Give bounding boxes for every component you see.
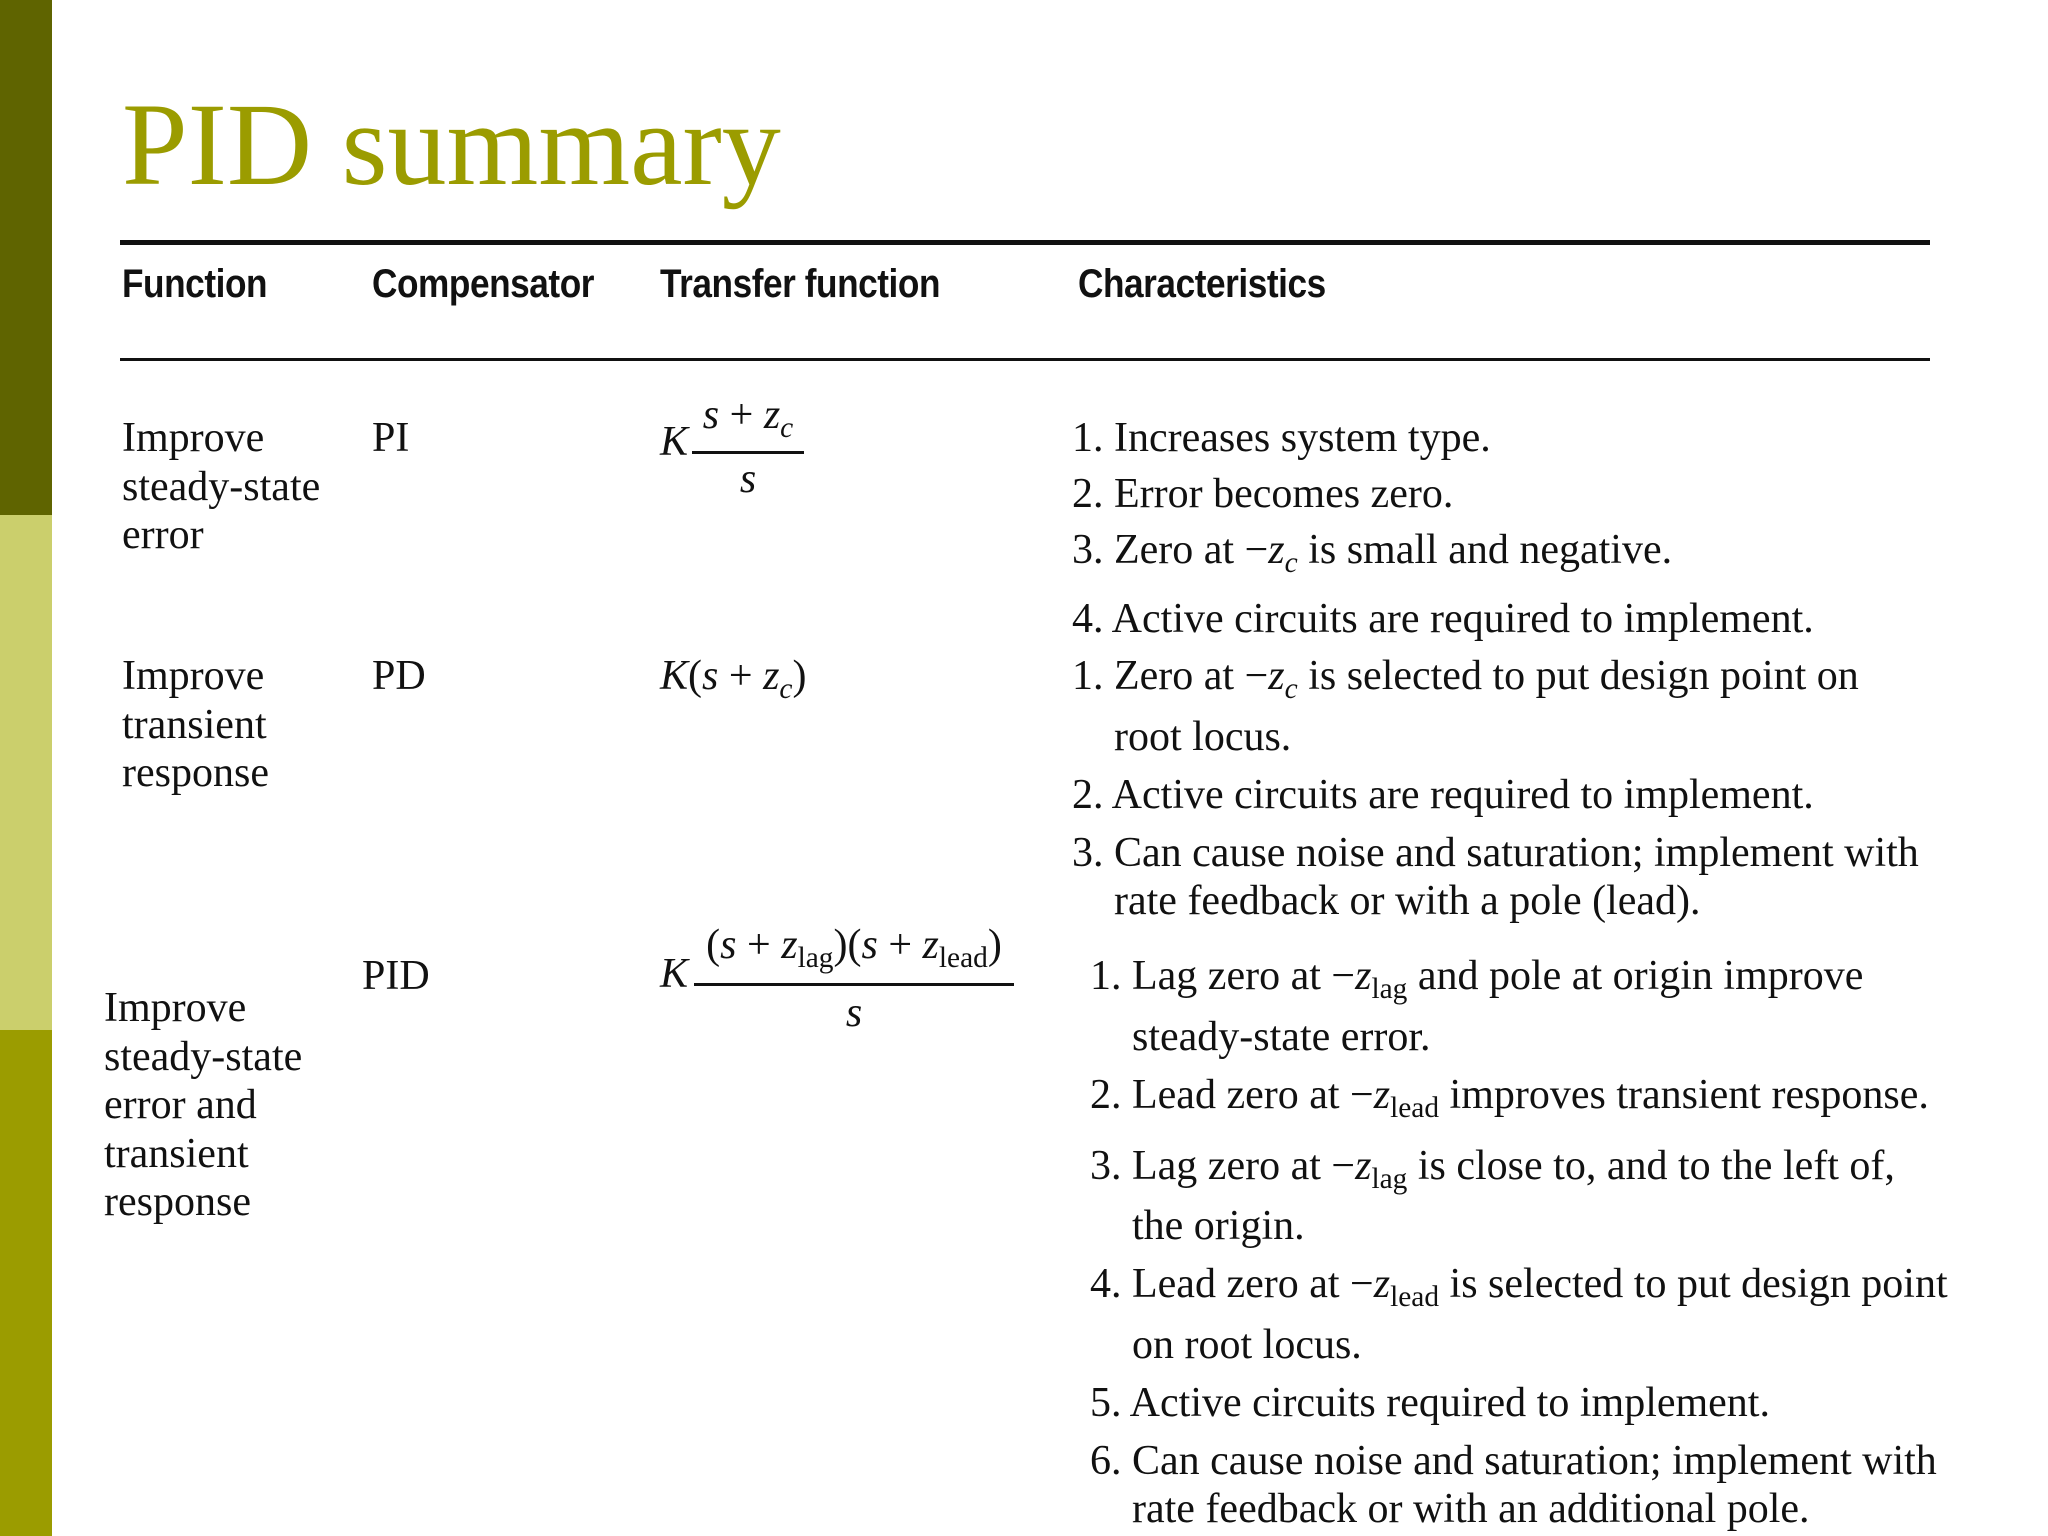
symbol-k: K (660, 419, 689, 465)
function-line: transient (122, 701, 267, 748)
symbol-z: z (1268, 527, 1285, 573)
table-header-rule (120, 358, 1930, 361)
symbol-k: K (660, 653, 689, 699)
subscript: lead (1390, 1281, 1440, 1314)
list-item-continued (1090, 1485, 1948, 1533)
row-pd-function (122, 652, 269, 798)
subscript: c (1284, 672, 1298, 705)
symbol-s: s (702, 653, 719, 699)
row-pid-characteristics (1090, 952, 1948, 1533)
function-line: error (122, 512, 204, 558)
subscript: lead (938, 941, 988, 974)
row-pi-compensator: PI (372, 415, 410, 461)
slide-title: PID summary (122, 79, 781, 210)
symbol-z: z (1373, 1261, 1391, 1308)
plus-sign: + (877, 922, 923, 968)
function-line: Improve (122, 653, 265, 699)
paren: ) (792, 653, 807, 699)
fraction (692, 392, 804, 504)
function-line: steady-state (122, 463, 321, 510)
list-item (1090, 1260, 1948, 1321)
list-item-continued (1072, 877, 1919, 925)
row-pi-function (122, 414, 320, 560)
item-text: rate feedback or with an additional pole. (1132, 1486, 1810, 1533)
list-item (1072, 771, 1919, 819)
header-characteristics: Characteristics (1078, 262, 1326, 306)
item-text: root locus. (1114, 713, 1292, 760)
subscript: lag (1371, 1162, 1408, 1195)
subscript: lag (1371, 972, 1408, 1005)
item-text: the origin. (1132, 1203, 1305, 1250)
symbol-s: s (739, 455, 757, 502)
list-item (1072, 470, 1814, 518)
item-text: 4. Lead zero at − (1090, 1261, 1374, 1308)
subscript: c (780, 411, 794, 444)
item-text: 2. Error becomes zero. (1072, 471, 1454, 517)
symbol-z: z (1355, 953, 1372, 999)
list-item (1072, 829, 1919, 877)
symbol-z: z (763, 653, 780, 699)
function-line: Improve (104, 985, 247, 1031)
symbol-s: s (720, 922, 737, 968)
subscript: c (779, 672, 793, 705)
subscript: lead (1390, 1091, 1440, 1124)
item-text: and pole at origin improve (1407, 953, 1864, 999)
subscript: lag (797, 941, 834, 974)
header-transfer-function: Transfer function (660, 262, 941, 306)
row-pi-transfer-function (660, 392, 810, 502)
item-text: improves transient response. (1439, 1071, 1929, 1118)
list-item (1072, 526, 1814, 587)
list-item-continued (1090, 1321, 1948, 1369)
paren: ( (706, 922, 721, 968)
item-text: 2. Active circuits are required to implement. (1072, 771, 1814, 818)
symbol-z: z (922, 922, 939, 968)
item-text: 2. Lead zero at − (1090, 1071, 1374, 1118)
plus-sign: + (718, 653, 764, 699)
list-item (1072, 595, 1814, 643)
item-text: steady-state error. (1132, 1013, 1431, 1060)
symbol-z: z (1355, 1142, 1372, 1189)
row-pid-transfer-function (660, 920, 1020, 1036)
paren: ( (688, 653, 703, 699)
list-item (1072, 414, 1814, 462)
item-text: is selected to put design point on (1297, 653, 1859, 699)
item-text: 1. Zero at − (1072, 653, 1269, 699)
list-item (1090, 1437, 1948, 1485)
row-pid-compensator: PID (362, 953, 430, 999)
side-bar-light (0, 515, 52, 1030)
item-text: is selected to put design point (1439, 1261, 1948, 1308)
item-text: 3. Lag zero at − (1090, 1142, 1356, 1189)
symbol-z: z (781, 922, 798, 968)
list-item (1090, 1379, 1948, 1427)
header-function: Function (122, 262, 268, 306)
list-item-continued (1090, 1013, 1948, 1061)
list-item (1090, 952, 1948, 1013)
side-bar-dark (0, 0, 52, 515)
symbol-z: z (1268, 653, 1285, 699)
function-line: error and (104, 1082, 257, 1128)
plus-sign: + (736, 922, 782, 968)
list-item (1072, 652, 1919, 713)
item-text: 5. Active circuits required to implement. (1090, 1380, 1770, 1427)
item-text: 1. Increases system type. (1072, 415, 1491, 461)
function-line: steady-state (104, 1033, 303, 1080)
symbol-s: s (702, 392, 720, 438)
header-compensator: Compensator (372, 262, 595, 306)
fraction (694, 920, 1014, 1040)
item-text: rate feedback or with a pole (lead). (1114, 877, 1701, 924)
symbol-k: K (660, 951, 689, 997)
function-line: response (122, 750, 269, 796)
symbol-s: s (861, 922, 878, 968)
symbol-s: s (845, 989, 863, 1036)
item-text: is close to, and to the left of, (1407, 1142, 1895, 1189)
table-top-rule (120, 240, 1930, 245)
row-pid-function (104, 984, 302, 1227)
subscript: c (1284, 546, 1298, 579)
function-line: Improve (122, 415, 265, 461)
function-line: response (104, 1179, 251, 1225)
function-line: transient (104, 1130, 249, 1177)
plus-sign: + (719, 392, 764, 438)
item-text: on root locus. (1132, 1322, 1362, 1369)
item-text: 6. Can cause noise and saturation; implement with (1090, 1438, 1937, 1485)
row-pd-characteristics (1072, 652, 1919, 925)
row-pd-transfer-function (660, 652, 806, 713)
item-text: 3. Zero at − (1072, 527, 1269, 573)
item-text: 3. Can cause noise and saturation; implement with (1072, 829, 1919, 876)
item-text: is small and negative. (1297, 527, 1673, 573)
symbol-z: z (1373, 1071, 1391, 1118)
paren: ( (847, 922, 862, 968)
list-item (1090, 1071, 1948, 1132)
paren: ) (833, 922, 848, 968)
list-item-continued (1090, 1202, 1948, 1250)
list-item-continued (1072, 713, 1919, 761)
row-pd-compensator: PD (372, 653, 426, 699)
row-pi-characteristics (1072, 414, 1814, 643)
list-item (1090, 1142, 1948, 1203)
item-text: 4. Active circuits are required to implement. (1072, 595, 1814, 642)
symbol-z: z (763, 392, 781, 438)
side-bar-mid (0, 1030, 52, 1536)
paren: ) (987, 922, 1002, 968)
item-text: 1. Lag zero at − (1090, 953, 1356, 999)
